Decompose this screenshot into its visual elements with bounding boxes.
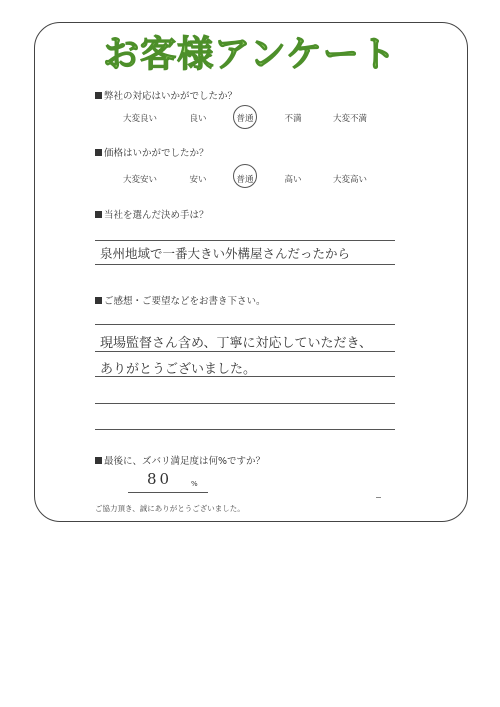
question-2: 価格はいかがでしたか？ [95, 145, 209, 159]
q2-option-1[interactable]: 大変安い [122, 175, 158, 185]
q1-option-3[interactable]: 普通 [236, 114, 254, 124]
q1-option-1[interactable]: 大変良い [122, 114, 158, 124]
q3-handwritten-answer: 泉州地域で一番大きい外構屋さんだったから [100, 246, 351, 261]
scan-speck [376, 497, 381, 498]
percent-unit: % [191, 480, 198, 488]
q4-line-5 [95, 429, 395, 430]
q2-option-2[interactable]: 安い [189, 175, 207, 185]
q4-line-1 [95, 324, 395, 325]
q1-option-4[interactable]: 不満 [284, 114, 302, 124]
q1-selection-circle [233, 105, 257, 129]
q1-option-5[interactable]: 大変不満 [332, 114, 368, 124]
question-1: 弊社の対応はいかがでしたか？ [95, 88, 237, 102]
q2-selection-circle [233, 164, 257, 188]
q1-option-2[interactable]: 良い [189, 114, 207, 124]
q3-line-top [95, 240, 395, 241]
q4-line-2 [95, 351, 395, 352]
q4-handwritten-line-1: 現場監督さん含め、丁寧に対応していただき、 [100, 336, 372, 351]
q4-handwritten-line-2: ありがとうございました。 [100, 362, 257, 377]
question-4: ご感想・ご要望などをお書き下さい。 [95, 293, 266, 307]
q4-line-4 [95, 403, 395, 404]
q2-option-3[interactable]: 普通 [236, 175, 254, 185]
question-5: 最後に、ズバリ満足度は何%ですか？ [95, 453, 265, 467]
q4-line-3 [95, 376, 395, 377]
square-bullet-icon [95, 297, 102, 304]
survey-title: お客様アンケート [103, 34, 397, 75]
square-bullet-icon [95, 149, 102, 156]
question-3: 当社を選んだ決め手は？ [95, 207, 209, 221]
square-bullet-icon [95, 211, 102, 218]
square-bullet-icon [95, 92, 102, 99]
square-bullet-icon [95, 457, 102, 464]
q2-option-5[interactable]: 大変高い [332, 175, 368, 185]
thank-you-note: ご協力頂き、誠にありがとうございました。 [95, 504, 245, 513]
satisfaction-value: 80 [147, 470, 173, 488]
q2-option-4[interactable]: 高い [284, 175, 302, 185]
satisfaction-line [128, 492, 208, 493]
q3-line-bottom [95, 264, 395, 265]
